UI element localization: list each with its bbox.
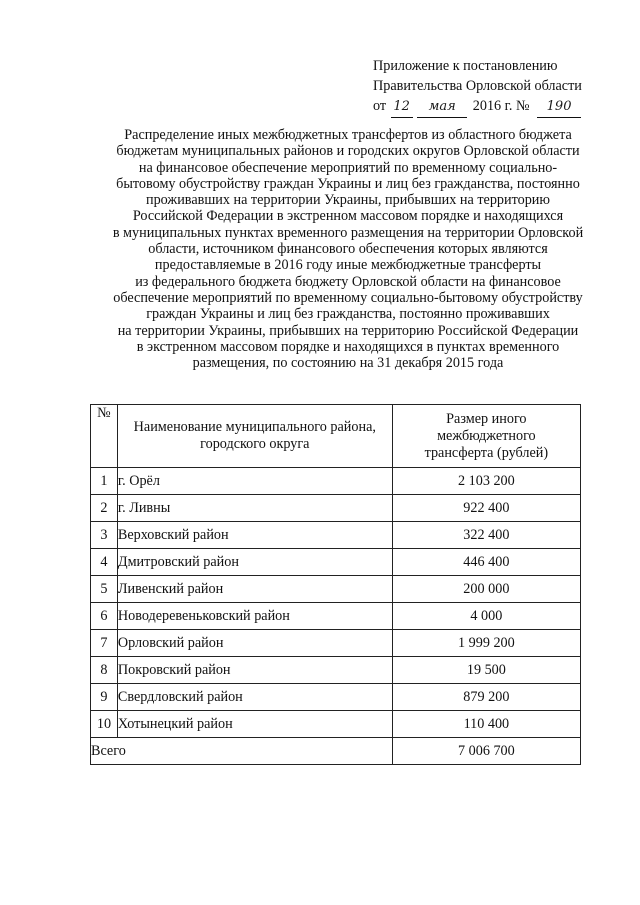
title-line: Распределение иных межбюджетных трансфертов из областного бюджета: [124, 127, 572, 143]
header-district-name-line: городского округа: [200, 436, 310, 452]
table-row: [91, 711, 581, 738]
transfers-table: [90, 404, 581, 765]
row-district-name: Дмитровский район: [117, 549, 392, 576]
row-amount: 19 500: [392, 657, 580, 684]
total-label: Всего: [91, 738, 393, 765]
table-row: [91, 468, 581, 495]
row-amount: 1 999 200: [392, 630, 580, 657]
title-line: на территории Украины, прибывших на территорию Российской Федерации: [117, 322, 579, 339]
row-number: 7: [91, 630, 118, 657]
header-government-line: Правительства Орловской области: [373, 78, 582, 94]
table-row: [91, 603, 581, 630]
title-line: области, источником финансового обеспечения которых являются: [148, 241, 548, 258]
header-year-text: 2016 г. №: [472, 98, 530, 114]
row-amount: 322 400: [392, 522, 580, 549]
handwritten-number: 190: [537, 97, 581, 118]
header-number: №: [91, 405, 118, 468]
title-line: в экстренном массовом порядке и находящихся в пунктах временного: [136, 338, 560, 355]
document-title: [86, 127, 610, 371]
row-number: 10: [91, 711, 118, 738]
title-line: обеспечение мероприятий по временному социально-бытовому обустройству: [113, 289, 583, 306]
table-row: [91, 657, 581, 684]
title-line: из федерального бюджета бюджету Орловской области на финансовое: [135, 273, 561, 290]
row-amount: 200 000: [392, 576, 580, 603]
header-date-line: [373, 96, 613, 118]
header-amount-line: трансферта (рублей): [424, 444, 549, 461]
header-appendix-line: Приложение к постановлению: [373, 58, 558, 74]
title-line: размещения, по состоянию на 31 декабря 2015 года: [192, 355, 504, 372]
row-number: 5: [91, 576, 118, 603]
table-row: [91, 522, 581, 549]
row-district-name: Покровский район: [117, 657, 392, 684]
row-amount: 922 400: [392, 495, 580, 522]
table-header-row: [91, 405, 581, 468]
title-line: Российской Федерации в экстренном массовом порядке и находящихся: [132, 208, 564, 225]
header-district-name: [117, 405, 392, 468]
row-number: 3: [91, 522, 118, 549]
handwritten-month: мая: [417, 97, 467, 118]
row-district-name: г. Ливны: [117, 495, 392, 522]
row-number: 4: [91, 549, 118, 576]
row-district-name: Верховский район: [117, 522, 392, 549]
row-district-name: Хотынецкий район: [117, 711, 392, 738]
row-district-name: Свердловский район: [117, 684, 392, 711]
row-number: 8: [91, 657, 118, 684]
row-amount: 4 000: [392, 603, 580, 630]
title-line: граждан Украины и лиц без гражданства, постоянно проживавших: [146, 306, 550, 323]
row-number: 2: [91, 495, 118, 522]
table-row: [91, 630, 581, 657]
title-line: бытовому обустройству граждан Украины и лиц без гражданства, постоянно: [116, 175, 580, 192]
table-total-row: [91, 738, 581, 765]
row-amount: 446 400: [392, 549, 580, 576]
handwritten-day: 12: [391, 97, 413, 118]
table-row: [91, 576, 581, 603]
total-amount: 7 006 700: [392, 738, 580, 765]
resolution-header: [373, 56, 613, 118]
header-amount-line: межбюджетного: [437, 427, 536, 444]
title-line: в муниципальных пунктах временного размещения на территории Орловской: [112, 224, 584, 241]
header-transfer-amount: [392, 405, 580, 468]
row-amount: 2 103 200: [392, 468, 580, 495]
row-amount: 879 200: [392, 684, 580, 711]
header-amount-line: Размер иного: [446, 410, 527, 427]
row-number: 6: [91, 603, 118, 630]
row-number: 1: [91, 468, 118, 495]
title-line: проживавших на территории Украины, прибывших на территорию: [145, 192, 551, 209]
table-row: [91, 549, 581, 576]
row-number: 9: [91, 684, 118, 711]
table-row: [91, 495, 581, 522]
row-amount: 110 400: [392, 711, 580, 738]
header-date-prefix: от: [373, 98, 387, 114]
title-line: предоставляемые в 2016 году иные межбюджетные трансферты: [154, 257, 542, 274]
row-district-name: Новодеревеньковский район: [117, 603, 392, 630]
row-district-name: г. Орёл: [117, 468, 392, 495]
table-row: [91, 684, 581, 711]
title-line: бюджетам муниципальных районов и городских округов Орловской области: [116, 143, 580, 160]
header-district-name-line: Наименование муниципального района,: [133, 419, 376, 435]
row-district-name: Ливенский район: [117, 576, 392, 603]
row-district-name: Орловский район: [117, 630, 392, 657]
title-line: на финансовое обеспечение мероприятий по временному социально-: [138, 159, 558, 176]
